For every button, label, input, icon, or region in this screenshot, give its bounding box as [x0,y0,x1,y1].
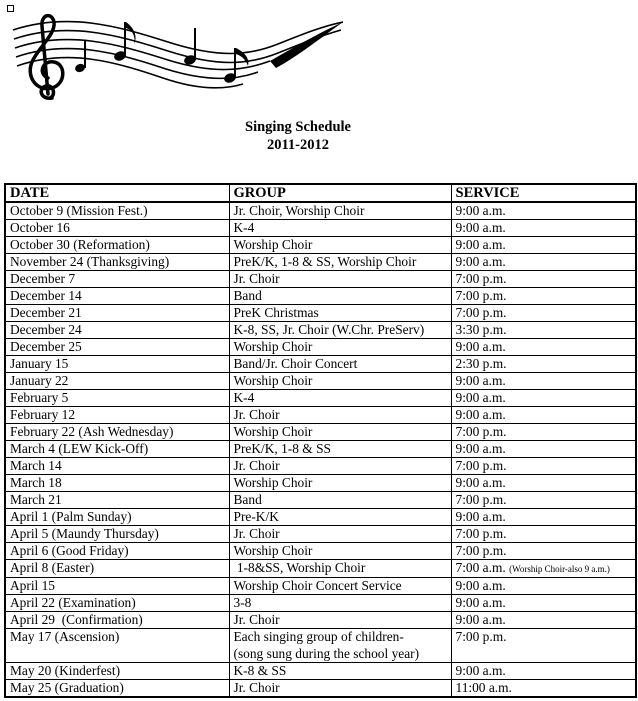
cell-service: 7:00 p.m. [451,458,636,475]
table-row [5,254,636,271]
table-row [5,356,636,373]
cell-group: Jr. Choir [229,526,451,543]
cell-service: 2:30 p.m. [451,356,636,373]
cell-date: February 22 (Ash Wednesday) [5,424,229,441]
cell-group: 1-8&SS, Worship Choir [229,560,451,578]
cell-group: Jr. Choir, Worship Choir [229,202,451,220]
table-row [5,595,636,612]
cell-group [229,629,451,663]
cell-group: K-8, SS, Jr. Choir (W.Chr. PreServ) [229,322,451,339]
cell-date: November 24 (Thanksgiving) [5,254,229,271]
cell-group: Worship Choir [229,373,451,390]
table-row [5,629,636,663]
cell-group: Jr. Choir [229,612,451,629]
cell-date: April 1 (Palm Sunday) [5,509,229,526]
cell-service: 11:00 a.m. [451,680,636,698]
cell-service: 7:00 p.m. [451,424,636,441]
cell-service: 9:00 a.m. [451,578,636,595]
cell-service [451,560,636,578]
cell-service: 9:00 a.m. [451,390,636,407]
table-row [5,458,636,475]
cell-group: Jr. Choir [229,458,451,475]
cell-date: March 21 [5,492,229,509]
table-row [5,680,636,698]
cell-group: 3-8 [229,595,451,612]
cell-service: 7:00 p.m. [451,629,636,663]
cell-group: Jr. Choir [229,407,451,424]
cell-service: 3:30 p.m. [451,322,636,339]
cell-date: April 29 (Confirmation) [5,612,229,629]
cell-date: February 12 [5,407,229,424]
cell-group: Worship Choir [229,543,451,560]
table-row [5,441,636,458]
table-row [5,475,636,492]
music-staff-banner-icon [8,8,343,108]
cell-service: 9:00 a.m. [451,407,636,424]
table-row [5,560,636,578]
cell-group: Jr. Choir [229,680,451,698]
table-row [5,578,636,595]
cell-service: 7:00 p.m. [451,271,636,288]
cell-date: December 21 [5,305,229,322]
table-row [5,407,636,424]
cell-date: October 9 (Mission Fest.) [5,202,229,220]
cell-group: Worship Choir Concert Service [229,578,451,595]
table-row [5,663,636,680]
table-row [5,202,636,220]
cell-date: April 6 (Good Friday) [5,543,229,560]
table-row [5,339,636,356]
cell-group: Worship Choir [229,424,451,441]
cell-service: 7:00 p.m. [451,526,636,543]
cell-service: 9:00 a.m. [451,612,636,629]
cell-date: May 17 (Ascension) [5,629,229,663]
cell-service: 7:00 p.m. [451,305,636,322]
cell-date: December 14 [5,288,229,305]
cell-service: 7:00 p.m. [451,492,636,509]
header-service: SERVICE [451,184,636,202]
title-line-2: 2011-2012 [266,137,330,153]
table-row [5,492,636,509]
header-group: GROUP [229,184,451,202]
cell-service: 9:00 a.m. [451,202,636,220]
cell-service: 9:00 a.m. [451,441,636,458]
cell-date: April 15 [5,578,229,595]
cell-date: December 24 [5,322,229,339]
table-row [5,373,636,390]
table-row [5,271,636,288]
cell-group: Band/Jr. Choir Concert [229,356,451,373]
cell-service: 9:00 a.m. [451,509,636,526]
cell-group: Worship Choir [229,475,451,492]
cell-date: May 25 (Graduation) [5,680,229,698]
cell-date: April 8 (Easter) [5,560,229,578]
cell-service: 7:00 p.m. [451,543,636,560]
group-line-1: Each singing group of children- [233,629,404,644]
cell-group: PreK/K, 1-8 & SS, Worship Choir [229,254,451,271]
table-row [5,543,636,560]
cell-date: October 30 (Reformation) [5,237,229,254]
cell-service: 9:00 a.m. [451,373,636,390]
cell-group: Jr. Choir [229,271,451,288]
service-time: 7:00 a.m. [455,560,506,575]
table-row [5,424,636,441]
cell-group: PreK Christmas [229,305,451,322]
cell-service: 9:00 a.m. [451,237,636,254]
cell-date: December 7 [5,271,229,288]
cell-group: Band [229,492,451,509]
table-row [5,390,636,407]
cell-date: October 16 [5,220,229,237]
cell-group: K-8 & SS [229,663,451,680]
table-row [5,526,636,543]
table-row [5,509,636,526]
cell-date: March 14 [5,458,229,475]
cell-service: 9:00 a.m. [451,475,636,492]
cell-group: Pre-K/K [229,509,451,526]
cell-date: May 20 (Kinderfest) [5,663,229,680]
table-header-row [5,184,636,202]
cell-date: February 5 [5,390,229,407]
cell-date: April 5 (Maundy Thursday) [5,526,229,543]
table-row [5,288,636,305]
cell-date: December 25 [5,339,229,356]
cell-service: 9:00 a.m. [451,254,636,271]
cell-group: PreK/K, 1-8 & SS [229,441,451,458]
cell-date: April 22 (Examination) [5,595,229,612]
cell-service: 9:00 a.m. [451,220,636,237]
singing-schedule-table [4,183,637,698]
title-line-1: Singing Schedule [245,119,351,135]
cell-date: March 4 (LEW Kick-Off) [5,441,229,458]
document-title [0,118,596,154]
cell-group: Worship Choir [229,339,451,356]
cell-service: 9:00 a.m. [451,663,636,680]
cell-service: 9:00 a.m. [451,595,636,612]
service-note: (Worship Choir-also 9 a.m.) [509,564,610,574]
cell-group: K-4 [229,220,451,237]
cell-group: Worship Choir [229,237,451,254]
group-line-2: (song sung during the school year) [233,645,420,661]
table-row [5,612,636,629]
table-row [5,322,636,339]
table-row [5,305,636,322]
cell-date: January 22 [5,373,229,390]
header-date: DATE [5,184,229,202]
cell-group: Band [229,288,451,305]
cell-date: January 15 [5,356,229,373]
table-row [5,220,636,237]
cell-date: March 18 [5,475,229,492]
cell-service: 7:00 p.m. [451,288,636,305]
table-row [5,237,636,254]
cell-service: 9:00 a.m. [451,339,636,356]
cell-group: K-4 [229,390,451,407]
